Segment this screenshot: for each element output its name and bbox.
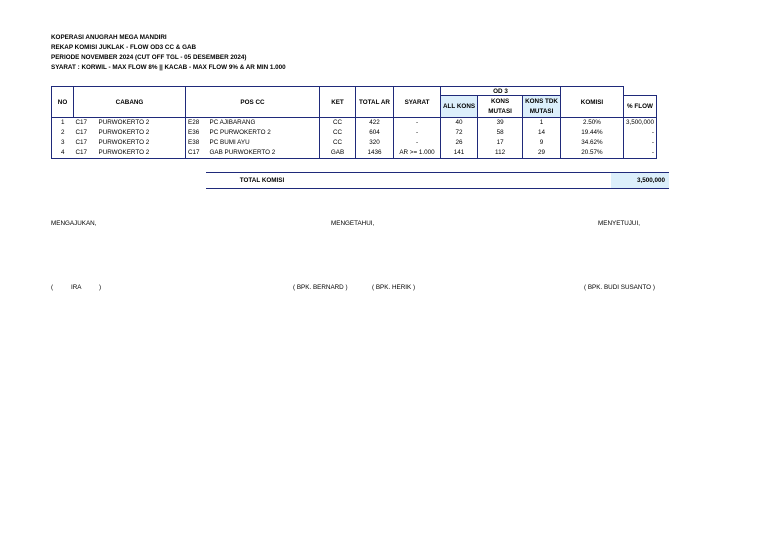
cell-kode: C17 (74, 148, 97, 159)
table-row (52, 138, 657, 148)
cell-komisi: 3,500,000 (623, 118, 656, 129)
sig-mengajukan: MENGAJUKAN, (51, 220, 97, 227)
cell-flow: 2.50% (560, 118, 623, 129)
total-commission-value: 3,500,000 (611, 173, 669, 188)
cell-kode: C17 (75, 129, 88, 136)
cell-total-ar: 320 (356, 138, 394, 148)
cell-no: 4 (52, 148, 74, 159)
table-row (52, 118, 657, 129)
sig-herik: ( BPK. HERIK ) (372, 284, 416, 291)
header-kons-mutasi (478, 96, 523, 118)
cell-pos-kode: E28 (188, 119, 200, 126)
cell-kons-mutasi: 17 (478, 138, 523, 148)
cell-syarat: - (394, 128, 441, 138)
cell-kode: C17 (75, 119, 88, 126)
cell-total-ar: 422 (356, 118, 394, 129)
report-period: PERIODE NOVEMBER 2024 (CUT OFF TGL - 05 DESEMBER 2024) (51, 54, 247, 61)
header-pos-cc: POS CC (186, 87, 320, 118)
cell-kons-tdk: 29 (523, 148, 561, 159)
cell-ket: CC (320, 138, 356, 148)
header-cabang: CABANG (74, 87, 186, 118)
cell-flow: 19.44% (560, 128, 623, 138)
table-row (52, 148, 657, 159)
total-commission-label: TOTAL KOMISI (239, 177, 285, 184)
header-komisi: KOMISI (560, 87, 623, 118)
cell-kons-tdk: 1 (523, 118, 561, 129)
cell-pos: PC AJIBARANG (208, 118, 320, 129)
sig-mengetahui: MENGETAHUI, (331, 220, 375, 227)
cell-total-ar: 604 (356, 128, 394, 138)
cell-kons-mutasi: 112 (478, 148, 523, 159)
cell-all-kons: 72 (441, 128, 478, 138)
cell-kons-tdk: 14 (523, 128, 561, 138)
sig-menyetujui: MENYETUJUI, (598, 220, 640, 227)
cell-ket: GAB (320, 148, 356, 159)
cell-pos-kode: E38 (188, 139, 200, 146)
header-syarat: SYARAT (394, 87, 441, 118)
cell-all-kons: 141 (441, 148, 478, 159)
cell-kons-tdk: 9 (523, 138, 561, 148)
cell-cabang: PURWOKERTO 2 (97, 118, 186, 129)
cell-total-ar: 1436 (356, 148, 394, 159)
cell-no: 3 (52, 138, 74, 148)
header-no: NO (52, 87, 74, 118)
cell-no: 1 (52, 118, 74, 129)
header-total-ar: TOTAL AR (356, 87, 394, 118)
header-kons-mutasi-line2: MUTASI (488, 107, 512, 115)
sig-ira-close: ) (99, 284, 102, 291)
cell-flow: 34.62% (560, 138, 623, 148)
sig-ira-open: ( (51, 284, 54, 291)
cell-all-kons: 40 (441, 118, 478, 129)
cell-kons-mutasi: 39 (478, 118, 523, 129)
cell-cabang: PURWOKERTO 2 (97, 128, 186, 138)
sig-budi: ( BPK. BUDI SUSANTO ) (584, 284, 655, 291)
report-title: REKAP KOMISI JUKLAK - FLOW OD3 CC & GAB (51, 44, 197, 51)
sig-bernard: ( BPK. BERNARD ) (293, 284, 348, 291)
company-name: KOPERASI ANUGRAH MEGA MANDIRI (51, 34, 167, 41)
cell-pos: GAB PURWOKERTO 2 (208, 148, 320, 159)
cell-kons-mutasi: 58 (478, 128, 523, 138)
cell-komisi: - (623, 148, 656, 159)
cell-pos: PC PURWOKERTO 2 (208, 128, 320, 138)
cell-no: 2 (52, 128, 74, 138)
cell-syarat: - (394, 138, 441, 148)
cell-cabang: PURWOKERTO 2 (97, 148, 186, 159)
table-row (52, 128, 657, 138)
commission-table (51, 86, 657, 159)
cell-syarat: - (394, 118, 441, 129)
cell-komisi: - (623, 138, 656, 148)
cell-flow: 20.57% (560, 148, 623, 159)
header-od3: OD 3 (441, 87, 561, 96)
header-kons-tdk-line1: KONS TDK (525, 97, 558, 105)
header-all-kons: ALL KONS (441, 96, 478, 118)
cell-all-kons: 26 (441, 138, 478, 148)
cell-komisi: - (623, 128, 656, 138)
total-commission-row (206, 172, 669, 189)
header-kons-tdk-mutasi (523, 96, 561, 118)
cell-pos: PC BUMI AYU (208, 138, 320, 148)
cell-kode: C17 (75, 139, 88, 146)
report-conditions: SYARAT : KORWIL - MAX FLOW 8% || KACAB - MAX FLOW 9% & AR MIN 1.000 (51, 64, 286, 71)
cell-syarat: AR >= 1.000 (394, 148, 441, 159)
header-flow: % FLOW (623, 96, 656, 118)
header-kons-mutasi-line1: KONS (490, 97, 510, 105)
cell-ket: CC (320, 128, 356, 138)
sig-ira-name: IRA (71, 284, 82, 291)
cell-cabang: PURWOKERTO 2 (97, 138, 186, 148)
header-kons-tdk-line2: MUTASI (529, 107, 554, 115)
cell-pos-kode: E36 (188, 129, 200, 136)
header-ket: KET (320, 87, 356, 118)
cell-ket: CC (320, 118, 356, 129)
cell-pos-kode: C17 (186, 148, 208, 159)
